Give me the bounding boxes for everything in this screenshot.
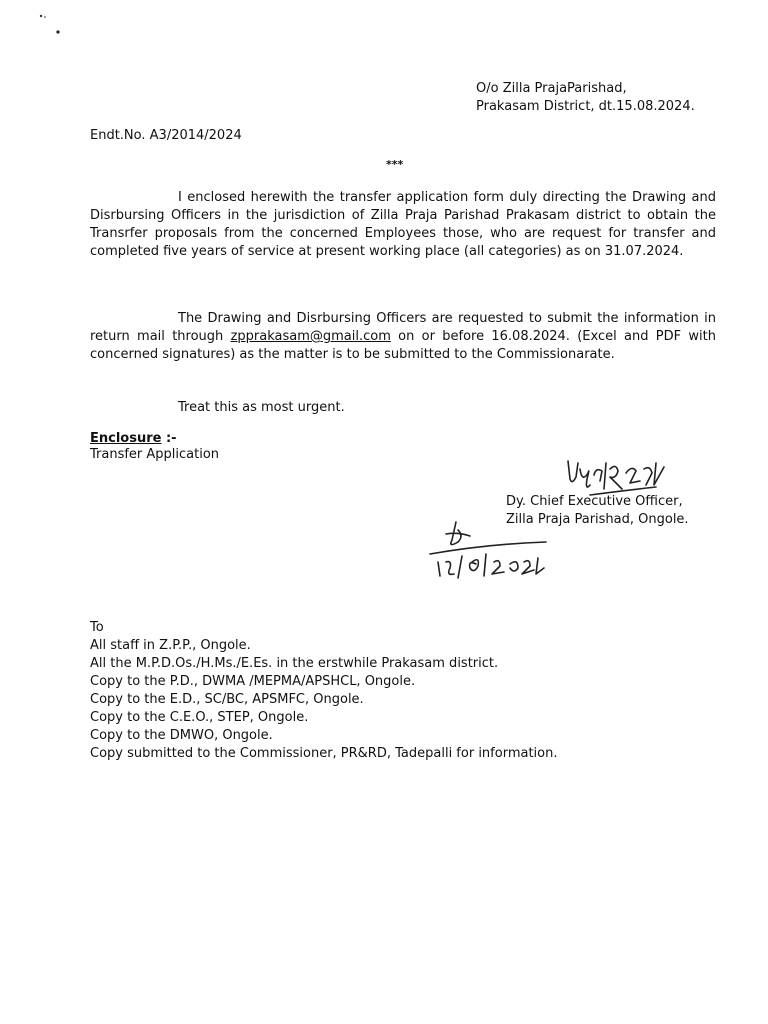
paragraph-1 xyxy=(90,189,716,261)
to-heading: To xyxy=(90,620,104,635)
recipient-line: All the M.P.D.Os./H.Ms./E.Es. in the erstwhile Prakasam district. xyxy=(90,656,499,671)
paragraph-1-text: I enclosed herewith the transfer application form duly directing the Drawing and Disrbursing Officers in the jurisdiction of Zilla Praja Parishad Prakasam district to obtain the Transrfer proposals from the concerned Employees those, who are request for transfer and completed five years of service at present working place (all categories) as on 31.07.2024. xyxy=(90,190,716,259)
letter-header xyxy=(476,80,716,116)
scan-speck-marks xyxy=(36,12,76,42)
officer-office: Zilla Praja Parishad, Ongole. xyxy=(506,512,689,527)
urgent-note: Treat this as most urgent. xyxy=(178,400,345,415)
recipient-line: Copy to the DMWO, Ongole. xyxy=(90,728,273,743)
recipient-line: All staff in Z.P.P., Ongole. xyxy=(90,638,251,653)
enclosure-item: Transfer Application xyxy=(90,447,220,462)
recipient-line: Copy submitted to the Commissioner, PR&RD, Tadepalli for information. xyxy=(90,746,558,761)
officer-designation: Dy. Chief Executive Officer, xyxy=(506,494,683,509)
recipient-line: Copy to the P.D., DWMA /MEPMA/APSHCL, Ongole. xyxy=(90,674,416,689)
paragraph-2-text xyxy=(90,310,716,364)
recipients-block xyxy=(90,619,557,763)
enclosure-heading-suffix: :- xyxy=(161,431,177,446)
endorsement-number: Endt.No. A3/2014/2024 xyxy=(90,128,242,143)
recipient-line: Copy to the C.E.O., STEP, Ongole. xyxy=(90,710,309,725)
dated-initials xyxy=(428,518,548,580)
separator-stars: *** xyxy=(386,158,404,171)
paragraph-2-before: The Drawing and Disrbursing Officers are requested to submit the information in return mail through xyxy=(90,311,716,344)
paragraph-2 xyxy=(90,310,716,364)
recipient-line: Copy to the E.D., SC/BC, APSMFC, Ongole. xyxy=(90,692,364,707)
enclosure-heading-text: Enclosure xyxy=(90,431,162,446)
district-date: Prakasam District, dt.15.08.2024. xyxy=(476,99,695,114)
paragraph-2-after: on or before 16.08.2024. (Excel and PDF with concerned signatures) as the matter is to be submitted to the Commissionarate. xyxy=(90,329,716,362)
email-link[interactable]: zpprakasam@gmail.com xyxy=(230,329,391,344)
office-name: O/o Zilla PrajaParishad, xyxy=(476,81,627,96)
